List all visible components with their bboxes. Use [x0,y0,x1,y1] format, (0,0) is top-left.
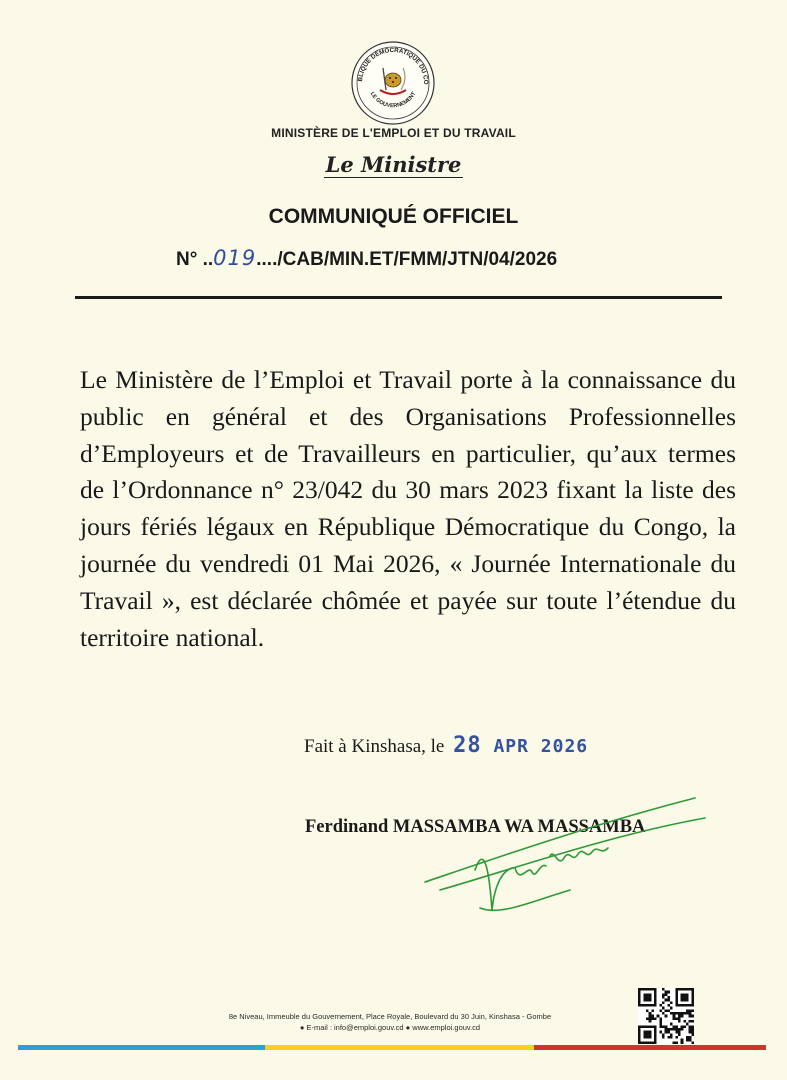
reference-handwritten-number: 019 [213,246,257,270]
minister-title-text: Le Ministre [325,152,462,177]
flag-color-bar [18,1045,766,1050]
body-paragraph: Le Ministère de l’Emploi et Travail porte à la connaissance du public en général et des Organisations Professionnelles d’Employeurs et de Travailleurs en particulier, qu’aux termes de l’Ordonnance n° 23/042 du 30 mars 2023 fixant la liste des jours fériés légaux en République Démocratique du Congo, la journée du vendredi 01 Mai 2026, « Journée Internationale du Travail », est déclarée chômée et payée sur toute l’étendue du territoire national. [80,365,736,652]
minister-title [0,152,787,177]
reference-prefix: N° .. [176,249,214,270]
seal-ring-text-bottom: LE GOUVERNEMENT [368,91,418,110]
place-and-date [304,733,624,758]
ministry-name: MINISTÈRE DE L'EMPLOI ET DU TRAVAIL [271,126,516,140]
flag-bar-blue [18,1045,265,1050]
signer-name: Ferdinand MASSAMBA WA MASSAMBA [305,817,646,837]
footer-contact-line: ● E-mail : info@emploi.gouv.cd ● www.emploi.gouv.cd [299,1023,481,1032]
flag-bar-red [534,1045,766,1050]
qr-code-icon [638,988,694,1044]
seal-ring-text-top: BLIQUE DÉMOCRATIQUE DU CO [356,46,430,85]
footer-address [170,1011,610,1033]
header-divider [75,296,722,299]
reference-number [176,246,636,271]
communique-body [80,362,736,656]
flag-bar-yellow [265,1045,534,1050]
date-stamp [453,733,589,758]
reference-suffix: /CAB/MIN.ET/FMM/JTN/04/2026 [277,249,558,270]
communique-title: COMMUNIQUÉ OFFICIEL [268,205,519,228]
place-text: Fait à Kinshasa, le [304,736,445,757]
coat-of-arms-seal-icon [350,40,436,126]
footer-address-line: 8e Niveau, Immeuble du Gouvernement, Place Royale, Boulevard du 30 Juin, Kinshasa - Gombe [228,1012,552,1021]
handwritten-signature [420,790,720,930]
date-stamp-month-year: APR 2026 [493,736,589,757]
reference-dots: .... [256,249,278,270]
date-stamp-day: 28 [453,733,482,758]
